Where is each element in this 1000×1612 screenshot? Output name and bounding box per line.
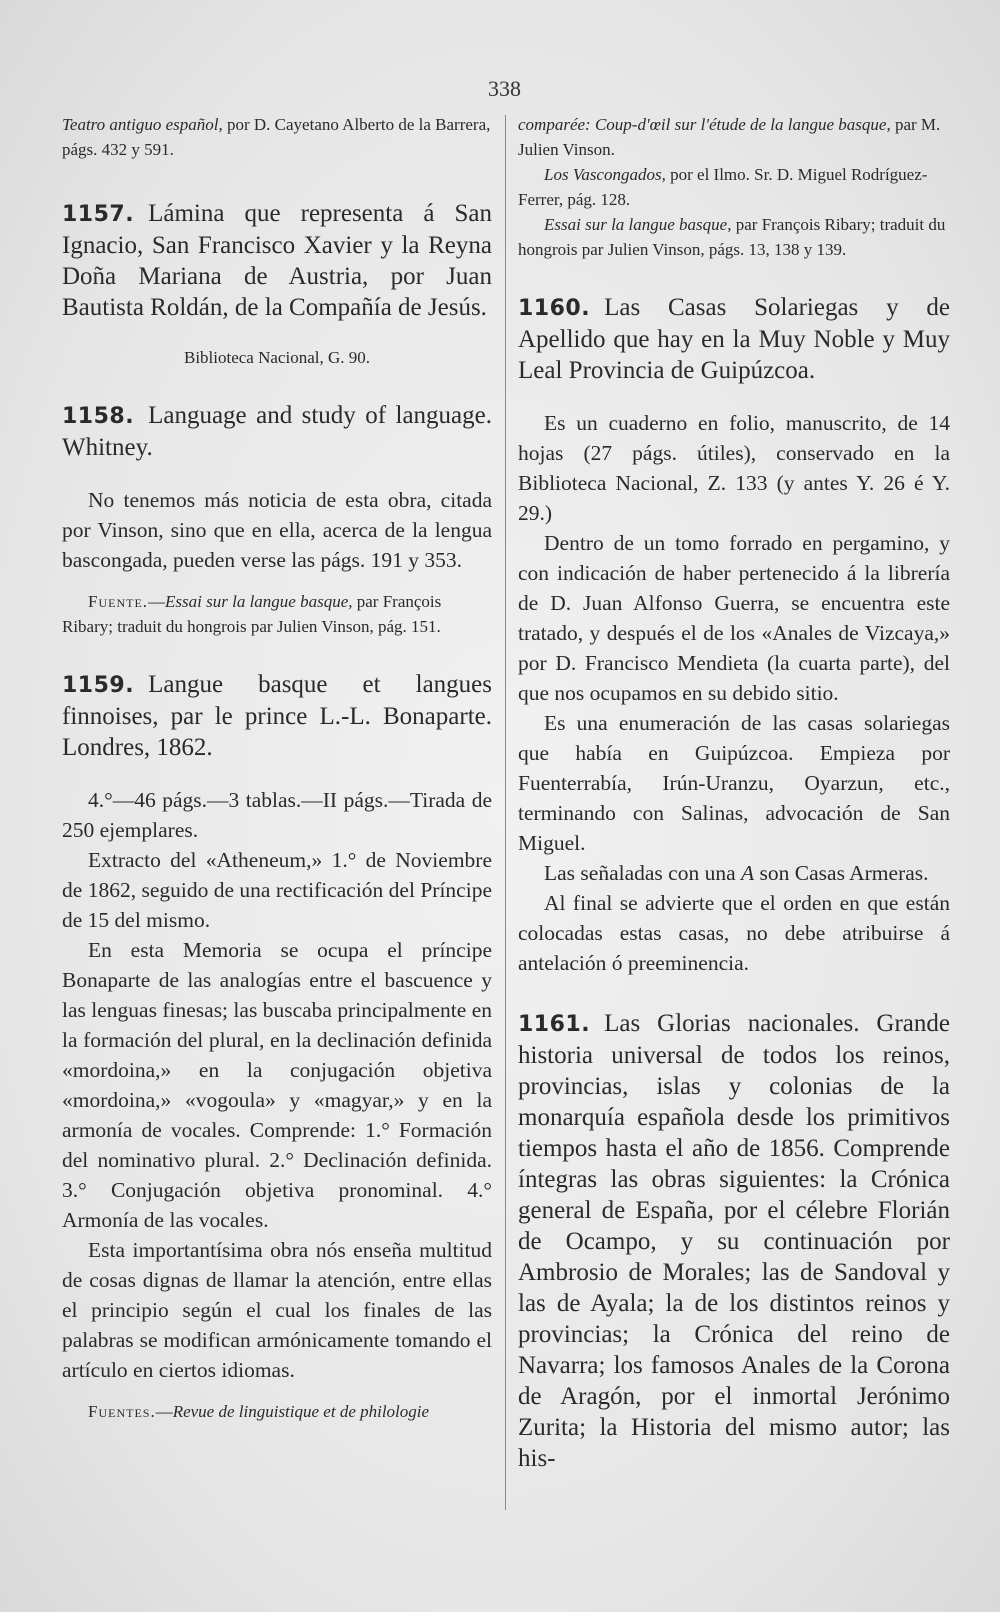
entry-1159-paragraph: Extracto del «Atheneum,» 1.° de Noviembre de 1862, seguido de una rectificación del Príncipe de 15 del mismo. <box>62 848 492 932</box>
source-title: Los Vascongados, <box>544 165 666 184</box>
source-continuation <box>518 112 950 162</box>
source-dash: — <box>155 1402 173 1421</box>
source-title: Essai sur la langue basque, <box>544 215 732 234</box>
entry-1159-heading <box>62 669 492 763</box>
right-column <box>518 112 950 1474</box>
source-text: por el Ilmo. Sr. D. Miguel Rodríguez-Ferrer, pág. 128. <box>518 165 928 209</box>
entry-title: Las Glorias nacionales. Grande historia universal de todos los reinos, provincias, islas y colonias de la monarquía española desde los primitivos tiempos hasta el año de 1856. Comprende íntegras las obras siguientes: la Crónica general de España, por el célebre Florián de Ocampo, y su continuación por Ambrosio de Morales; las de Sandoval y las de Ayala; la de los distintos reinos y provincias; la Crónica del reino de Navarra; los famosos Anales de la Corona de Aragón, por el inmortal Jerónimo Zurita; la Historia del mismo autor; las his- <box>518 1010 950 1472</box>
reference-text: por D. Cayetano Alberto de la Barrera, págs. 432 y 591. <box>62 115 491 159</box>
paragraph-text: Las señaladas con una <box>544 861 742 885</box>
entry-number: 1158. <box>62 404 135 429</box>
entry-1158-heading <box>62 400 492 463</box>
left-column <box>62 112 492 1424</box>
paragraph-text: son Casas Armeras. <box>754 861 929 885</box>
entry-1160-paragraph: Dentro de un tomo forrado en pergamino, y con indicación de haber pertenecido á la librería de D. Juan Alfonso Guerra, se encuentra este tratado, y después el de los «Anales de Vizcaya,» por D. Francisco Mendieta (la cuarta parte), del que nos ocupamos en su debido sitio. <box>518 531 950 705</box>
entry-1161-heading <box>518 1008 950 1474</box>
column-divider <box>505 115 506 1510</box>
entry-1160-paragraph: Al final se advierte que el orden en que están colocadas estas casas, no debe atribuirse á antelación ó preeminencia. <box>518 891 950 975</box>
paragraph-letter: A <box>741 861 755 885</box>
source-title: Revue de linguistique et de philologie <box>172 1402 430 1421</box>
source-text: par M. Julien Vinson. <box>518 115 941 159</box>
entry-number: 1159. <box>62 673 135 698</box>
source-label: Fuentes. <box>88 1402 156 1421</box>
entry-title: Langue basque et langues finnoises, par le prince L.-L. Bonaparte. Londres, 1862. <box>62 671 492 761</box>
source-dash: — <box>148 592 166 611</box>
entry-1160-paragraph: Es una enumeración de las casas solariegas que había en Guipúzcoa. Empieza por Fuenterrabía, Irún-Uranzu, Oyarzun, etc., terminando con Salinas, advocación de San Miguel. <box>518 711 950 855</box>
entry-1159-paragraph: 4.°—46 págs.—3 tablas.—II págs.—Tirada de 250 ejemplares. <box>62 788 492 842</box>
entry-1158-body: No tenemos más noticia de esta obra, citada por Vinson, sino que en ella, acerca de la lengua bascongada, pueden verse las págs. 191 y 353. <box>62 488 492 572</box>
entry-1160-paragraph <box>518 858 950 888</box>
entry-1158-source <box>62 589 492 639</box>
page-number: 338 <box>488 76 521 101</box>
source-title: Essai sur la langue basque, <box>165 592 353 611</box>
source-text: par François Ribary; traduit du hongrois par Julien Vinson, pág. 151. <box>62 592 442 636</box>
source-title: comparée: Coup-d'œil sur l'étude de la langue basque, <box>518 115 891 134</box>
entry-1160-paragraph: Es un cuaderno en folio, manuscrito, de 14 hojas (27 págs. útiles), conservado en la Biblioteca Nacional, Z. 133 (y antes Y. 26 é Y. 29.) <box>518 411 950 525</box>
source-continuation <box>518 212 950 262</box>
entry-title: Las Casas Solariegas y de Apellido que hay en la Muy Noble y Muy Leal Provincia de Guipúzcoa. <box>518 294 950 384</box>
entry-1157-heading <box>62 198 492 323</box>
entry-1159-paragraph: Esta importantísima obra nós enseña multitud de cosas dignas de llamar la atención, entre ellas el principio según el cual los finales de las palabras se modifican armónicamente tomando el artículo en ciertos idiomas. <box>62 1238 492 1382</box>
entry-number: 1157. <box>62 202 135 227</box>
entry-1159-paragraph: En esta Memoria se ocupa el príncipe Bonaparte de las analogías entre el bascuence y las lenguas finesas; las buscaba principalmente en la formación del plural, en la declinación definida «mordoina,» en la conjugación objetiva «mordoina,» «vogoula» y «magyar,» y en la armonía de vocales. Comprende: 1.° Formación del nominativo plural. 2.° Declinación definida. 3.° Conjugación objetiva pronominal. 4.° Armonía de las vocales. <box>62 938 492 1232</box>
reference-title: Teatro antiguo español, <box>62 115 223 134</box>
entry-title: Language and study of language. Whitney. <box>62 402 492 461</box>
entry-title: Lámina que representa á San Ignacio, San Francisco Xavier y la Reyna Doña Mariana de Austria, por Juan Bautista Roldán, de la Compañía de Jesús. <box>62 200 492 321</box>
reference-note <box>62 112 492 162</box>
source-continuation <box>518 162 950 212</box>
source-label: Fuente. <box>88 592 149 611</box>
entry-number: 1160. <box>518 296 591 321</box>
entry-1160-heading <box>518 292 950 386</box>
entry-1157-location: Biblioteca Nacional, G. 90. <box>183 348 370 367</box>
source-text: par François Ribary; traduit du hongrois par Julien Vinson, págs. 13, 138 y 139. <box>518 215 946 259</box>
entry-number: 1161. <box>518 1012 591 1037</box>
entry-1159-source <box>62 1399 492 1424</box>
